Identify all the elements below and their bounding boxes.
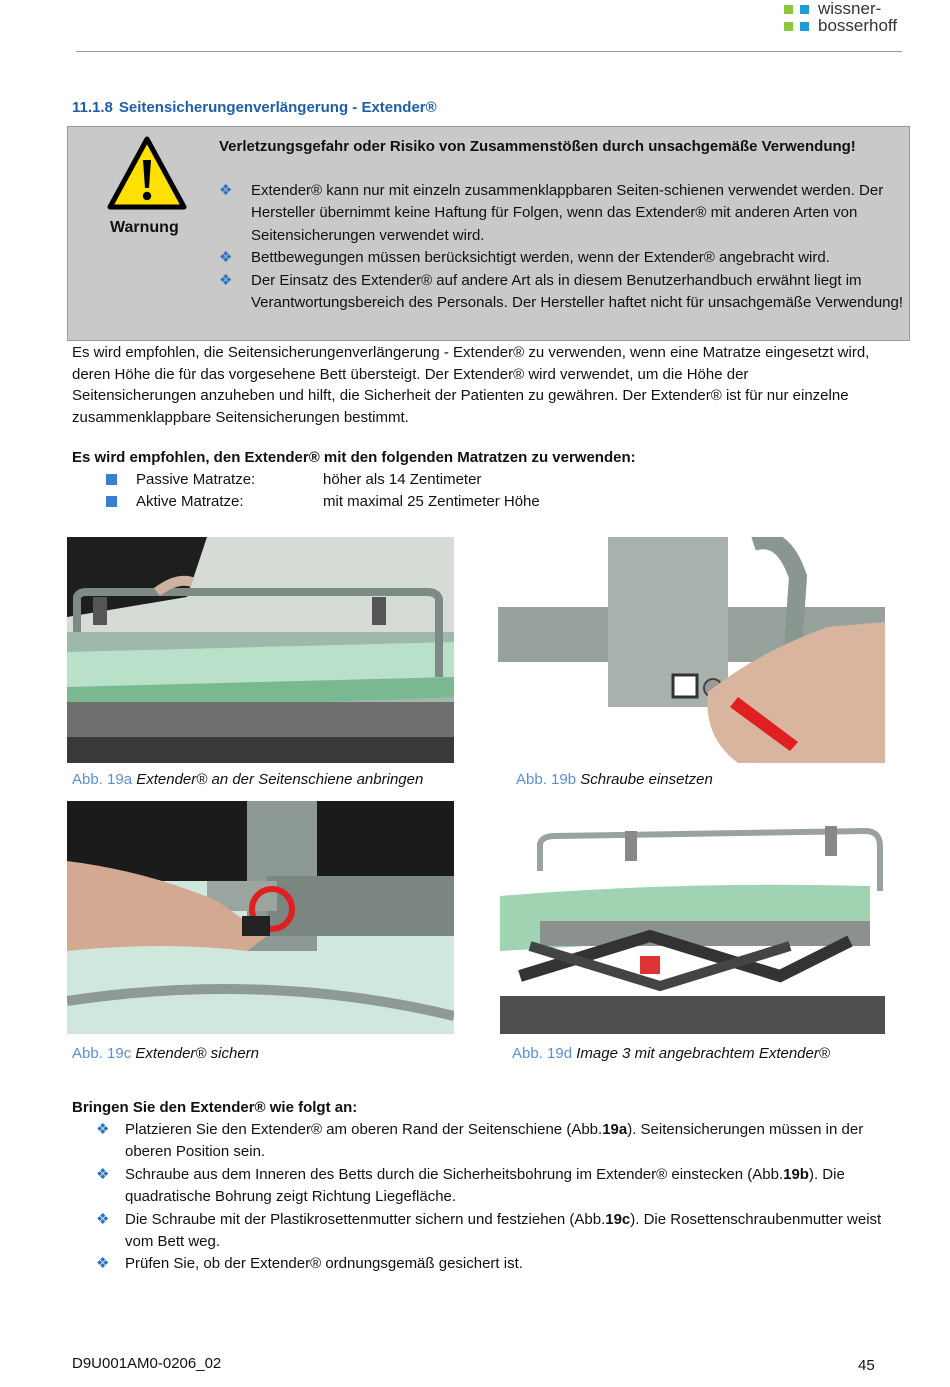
logo-square-icon xyxy=(800,5,809,14)
mattress-item: Aktive Matratze: mit maximal 25 Zentimeter Höhe xyxy=(106,491,540,513)
figure-19b-photo xyxy=(498,537,885,763)
intro-paragraph: Es wird empfohlen, die Seitensicherungenverlängerung - Extender® zu verwenden, wenn eine Matratze eingesetzt wird, deren Höhe die für das vorgesehene Bett übersteigt. Der Extender® wird verwendet, um die Höhe der Seitensicherungen anzuheben und hilft, die Sicherheit der Patienten zu gewähren. Der Extender® ist für nur einzelne zusammenklappbare Seitensicherungen bestimmt. xyxy=(72,344,870,426)
logo-square-icon xyxy=(784,22,793,31)
figure-19c-photo xyxy=(67,801,454,1034)
diamond-bullet-icon: ❖ xyxy=(96,1210,110,1228)
step-item: ❖ Schraube aus dem Inneren des Betts durch die Sicherheitsbohrung im Extender® einstecken (Abb.19b). Die quadratische Bohrung zeigt Richtung Liegefläche. xyxy=(96,1165,845,1206)
warning-item: ❖ Der Einsatz des Extender® auf andere Art als in diesem Benutzerhandbuch erwähnt liegt im Verantwortungsbereich des Personals. Der Hersteller haftet nicht für unsachgemäße Verwendung! xyxy=(219,271,904,312)
figure-19c-caption: Abb. 19c Extender® sichern xyxy=(72,1045,260,1062)
mattress-heading: Es wird empfohlen, den Extender® mit den folgenden Matratzen zu verwenden: xyxy=(72,449,636,466)
header-divider xyxy=(76,51,902,52)
section-number: 11.1.8 xyxy=(72,99,113,116)
diamond-bullet-icon: ❖ xyxy=(96,1165,110,1183)
step-item: ❖ Prüfen Sie, ob der Extender® ordnungsgemäß gesichert ist. xyxy=(96,1253,886,1275)
diamond-bullet-icon: ❖ xyxy=(96,1255,110,1273)
mattress-list xyxy=(106,469,540,512)
warning-item: ❖ Bettbewegungen müssen berücksichtigt werden, wenn der Extender® angebracht wird. xyxy=(219,247,909,269)
section-title: Seitensicherungenverlängerung - Extender® xyxy=(118,99,437,116)
warning-heading: Verletzungsgefahr oder Risiko von Zusammenstößen durch unsachgemäße Verwendung! xyxy=(219,138,856,155)
logo-square-icon xyxy=(784,5,793,14)
diamond-bullet-icon: ❖ xyxy=(219,182,233,199)
square-bullet-icon xyxy=(106,496,117,507)
warning-list xyxy=(219,180,909,314)
diamond-bullet-icon: ❖ xyxy=(219,271,233,289)
diamond-bullet-icon: ❖ xyxy=(219,249,233,267)
document-code: D9U001AM0-0206_02 xyxy=(72,1355,222,1372)
square-bullet-icon xyxy=(106,474,117,485)
logo-square-icon xyxy=(800,22,809,31)
figure-19d-photo xyxy=(500,826,885,1034)
figure-19a-caption: Abb. 19a Extender® an der Seitenschiene anbringen xyxy=(72,771,424,788)
company-logo xyxy=(784,0,944,40)
logo-text-line2: bosserhoff xyxy=(818,16,898,35)
step-item: ❖ Platzieren Sie den Extender® am oberen Rand der Seitenschiene (Abb.19a). Seitensicherungen müssen in der oberen Position sein. xyxy=(96,1121,864,1161)
steps-heading: Bringen Sie den Extender® wie folgt an: xyxy=(72,1099,358,1116)
figure-19d-caption: Abb. 19d Image 3 mit angebrachtem Extender® xyxy=(512,1045,830,1062)
warning-label: Warnung xyxy=(110,219,179,236)
figure-19b-caption: Abb. 19b Schraube einsetzen xyxy=(516,771,713,788)
mattress-item: Passive Matratze: höher als 14 Zentimeter xyxy=(106,469,540,491)
page-number: 45 xyxy=(858,1357,875,1374)
steps-list xyxy=(96,1119,886,1276)
logo-text-line1: wissner- xyxy=(818,0,882,18)
warning-triangle-icon xyxy=(107,136,187,211)
figure-19a-photo xyxy=(67,537,454,763)
warning-item: ❖ Extender® kann nur mit einzeln zusammenklappbaren Seiten-schienen verwendet werden. Der Hersteller übernimmt keine Haftung für Folgen, wenn das Extender® mit anderen Arten von Seitensicherungen verwendet wird. xyxy=(219,182,884,244)
step-item: ❖ Die Schraube mit der Plastikrosettenmutter sichern und festziehen (Abb.19c). Die Rosettenschraubenmutter weist vom Bett weg. xyxy=(96,1210,882,1251)
diamond-bullet-icon: ❖ xyxy=(96,1121,110,1138)
section-heading xyxy=(72,99,437,116)
